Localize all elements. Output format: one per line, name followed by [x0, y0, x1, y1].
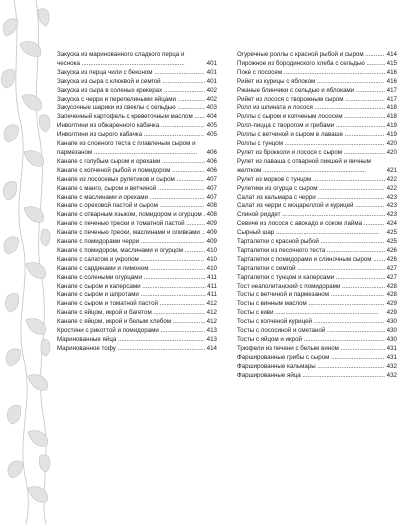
toc-entry-page: 428	[386, 291, 397, 299]
toc-entry	[237, 113, 397, 122]
toc-entry-title: Канапе с ореховой пастой и сыром ..........................	[57, 202, 205, 210]
toc-entry-page: 402	[206, 95, 217, 103]
toc-entry	[57, 69, 217, 78]
toc-entry	[57, 176, 217, 185]
toc-entry-title: Канапе с сыром и томатной пастой ..........................	[57, 300, 205, 308]
toc-entry-title: Канапе с печенью трески, маслинами и оливками ..	[57, 229, 206, 237]
toc-entry-page: 423	[386, 193, 397, 201]
toc-entry-page: 407	[206, 175, 217, 183]
toc-entry	[237, 363, 397, 372]
toc-entry	[57, 140, 217, 158]
toc-entry-page: 431	[386, 353, 397, 361]
toc-entry	[237, 122, 397, 131]
toc-entry-title: Фаршированные кальмары .......................................	[237, 362, 385, 370]
toc-entry	[57, 309, 217, 318]
toc-entry-page: 402	[206, 86, 217, 94]
toc-entry-page: 411	[207, 273, 217, 281]
toc-entry-title: Канапе с манго, сыром и ветчиной ...........................	[57, 184, 205, 192]
toc-entry-title: Тарталетки с семгой ...................................................	[237, 264, 386, 272]
toc-entry-title: Инволтини из обжаренного кабачка .........................	[57, 122, 205, 130]
toc-entry-page: 411	[207, 291, 217, 299]
toc-entry-title: Канапе с печенью трески и томатной пастой ...........	[57, 220, 206, 228]
toc-entry	[237, 283, 397, 292]
toc-entry-page: 406	[206, 148, 217, 156]
toc-entry	[237, 220, 397, 229]
toc-entry-page: 405	[206, 122, 217, 130]
toc-entry	[237, 372, 397, 381]
toc-entry-page: 411	[207, 282, 217, 290]
toc-entry	[237, 274, 397, 283]
toc-entry-title: Канапе с яйцом, икрой и белым хлебом ...................	[57, 318, 206, 326]
toc-entry-page: 432	[386, 371, 397, 379]
toc-entry-title: Канапе с помидорами черри .....................................	[57, 238, 205, 246]
toc-entry-page: 419	[386, 122, 397, 130]
toc-entry-title: Рийет из лосося с творожным сыром .......................	[237, 95, 385, 103]
toc-entry-page: 404	[206, 113, 217, 121]
toc-entry-page: 426	[386, 255, 397, 263]
toc-entry-title: Канапе с сыром и шпротами ......................................	[57, 291, 206, 299]
toc-entry-page: 412	[206, 318, 217, 326]
toc-entry-title: Канапе с копченой рыбой и помидором ...................	[57, 166, 205, 174]
toc-entry-page: 415	[386, 59, 397, 67]
toc-entry-title: Закусочные шарики из свеклы с сельдью ................	[57, 104, 205, 112]
toc-entry	[237, 185, 397, 194]
toc-entry	[57, 256, 217, 265]
toc-entry	[57, 247, 217, 256]
toc-entry-page: 421	[386, 166, 397, 174]
toc-entry-title: Тарталетки с тунцом и каперсами .............................	[237, 273, 386, 281]
toc-entry-title: Канапе с голубым сыром и орехами .........................	[57, 157, 206, 165]
toc-entry-title: Канапе из слоеного теста с плавленым сыром и пармезаном ............................................................	[57, 140, 198, 156]
toc-entry	[57, 185, 217, 194]
toc-entry-title: Тосты с ветчиной и пармезаном ...............................	[237, 291, 385, 299]
toc-entry-page: 406	[206, 157, 217, 165]
toc-entry	[57, 318, 217, 327]
toc-entry-title: Канапе с солеными огурцами ....................................	[57, 273, 206, 281]
toc-entry-title: Фаршированные грибы с сыром ...............................	[237, 353, 385, 361]
toc-entry	[57, 274, 217, 283]
toc-entry-title: Канапе из лососевых рулетиков и сыром ................	[57, 175, 205, 183]
toc-entry-page: 414	[386, 51, 397, 58]
toc-entry	[237, 300, 397, 309]
toc-entry-page: 401	[206, 68, 217, 76]
toc-entry-title: Тосты с киви ............................................................	[237, 309, 379, 317]
toc-entry-page: 425	[386, 238, 397, 246]
toc-entry-page: 420	[386, 140, 397, 148]
toc-entry-title: Рулет из брокколи и лосося с сыром ........................	[237, 148, 386, 156]
toc-entry-page: 422	[386, 175, 397, 183]
toc-entry	[57, 113, 217, 122]
toc-entry-page: 412	[206, 309, 217, 317]
toc-entry-page: 407	[206, 193, 217, 201]
toc-entry-title: Канапе с сардинами и лимоном ................................	[57, 264, 206, 272]
toc-entry-title: Роллы с сыром и копченым лососем ........................	[237, 113, 386, 121]
toc-entry	[237, 238, 397, 247]
toc-entry-title: Маринованные яйца ..................................................	[57, 336, 204, 343]
toc-entry	[237, 327, 397, 336]
toc-entry-page: 428	[386, 282, 397, 290]
toc-entry-title: Тосты с яйцом и икрой ...............................................	[237, 336, 385, 343]
toc-entry-title: Роллы с тунцом ..........................................................	[237, 140, 385, 148]
toc-entry	[237, 78, 397, 87]
toc-entry-page: 409	[206, 238, 217, 246]
toc-entry-title: Рулет из морков с тунцом ..........................................	[237, 175, 386, 183]
toc-entry-title: Канапе с помидором, маслинами и огурцом ............	[57, 246, 206, 254]
toc-entry-page: 401	[206, 59, 217, 67]
toc-entry	[57, 131, 217, 140]
toc-entry	[237, 140, 397, 149]
toc-entry-page: 430	[386, 327, 397, 335]
toc-entry-title: Закуска из маринованного сладкого перца и чеснока ............................................................	[57, 51, 185, 67]
toc-entry	[57, 51, 217, 69]
toc-entry	[237, 176, 397, 185]
toc-entry	[57, 229, 217, 238]
toc-entry-page: 417	[386, 86, 397, 94]
toc-entry-title: Салат из черри с моцареллой и курицей .................	[237, 202, 385, 210]
toc-entry-title: Трюфели из печени с белым вином ..........................	[237, 344, 386, 352]
toc-entry-title: Канапе с салатом и укропом .....................................	[57, 255, 205, 263]
toc-entry-page: 432	[386, 362, 397, 370]
toc-entry-title: Рийет из курицы с яблоком .......................................	[237, 77, 385, 85]
toc-entry	[57, 104, 217, 113]
toc-entry-page: 429	[386, 309, 397, 317]
toc-entry-title: Закуска из сыра с клюквой и семгой .........................	[57, 77, 206, 85]
toc-entry-title: Пирожное из бородинского хлеба с сельдью ...........	[237, 59, 386, 67]
toc-entry-page: 427	[386, 273, 397, 281]
toc-entry-page: 419	[386, 131, 397, 139]
toc-entry-title: Огуречные роллы с красной рыбой и сыром ...........	[237, 51, 385, 58]
toc-entry-page: 401	[206, 77, 217, 85]
toc-entry-title: Инволтини из сырого кабачка ...................................	[57, 131, 204, 139]
toc-entry-title: Тост неаполитанский с помидорами .........................	[237, 282, 386, 290]
toc-entry	[237, 309, 397, 318]
toc-entry-page: 430	[386, 336, 397, 343]
toc-entry	[57, 202, 217, 211]
toc-entry	[57, 345, 217, 354]
toc-entry	[237, 194, 397, 203]
toc-entry	[57, 327, 217, 336]
toc-entry-title: Севиче из лосося с авокадо и соком лайма ............	[237, 220, 385, 228]
toc-entry-page: 413	[206, 336, 217, 343]
toc-entry	[237, 202, 397, 211]
toc-entry-page: 423	[386, 211, 397, 219]
toc-entry	[57, 194, 217, 203]
toc-column-right	[237, 51, 397, 381]
toc-entry-page: 405	[206, 131, 217, 139]
toc-entry-page: 410	[206, 255, 217, 263]
toc-entry-title: Тосты с копченой курицей .........................................	[237, 318, 385, 326]
toc-entry-title: Закуска с черри и перепелиными яйцами ................	[57, 95, 206, 103]
toc-entry-title: Покé с лососем ...........................................................	[237, 68, 386, 76]
toc-entry	[237, 229, 397, 238]
toc-entry	[237, 149, 397, 158]
toc-entry-title: Рулет из лаваша с отварной пикшей и яичным желтком ............................................................	[237, 157, 371, 174]
toc-entry	[57, 265, 217, 274]
toc-entry-page: 410	[206, 264, 217, 272]
toc-entry-page: 416	[386, 77, 397, 85]
toc-entry-title: Рулетики из огурца с сыром ......................................	[237, 184, 385, 192]
toc-entry-page: 408	[206, 202, 217, 210]
toc-entry-page: 420	[386, 148, 397, 156]
toc-entry-title: Канапе с отварным языком, помидором и огурцом .	[57, 211, 206, 219]
toc-entry-page: 417	[386, 95, 397, 103]
toc-entry-title: Канапе с маслинами и орехами ................................	[57, 193, 205, 201]
toc-entry-page: 409	[206, 229, 217, 237]
toc-entry-page: 425	[386, 229, 397, 237]
toc-entry	[237, 158, 397, 176]
toc-entry	[57, 122, 217, 131]
toc-entry-page: 414	[206, 344, 217, 352]
toc-entry-page: 409	[206, 220, 217, 228]
toc-entry-title: Фаршированные яйца ................................................	[237, 371, 386, 379]
toc-entry	[237, 318, 397, 327]
toc-entry-page: 403	[206, 104, 217, 112]
toc-entry-title: Роллы с ветчиной и сыром в лаваше .......................	[237, 131, 385, 139]
toc-entry-title: Кростини с рикоттой и помидорами ..........................	[57, 327, 206, 335]
toc-entry-page: 424	[386, 220, 397, 228]
toc-entry-page: 418	[386, 104, 397, 112]
toc-entry-page: 423	[386, 202, 397, 210]
toc-entry-page: 431	[386, 344, 397, 352]
toc-entry	[57, 167, 217, 176]
toc-entry-title: Ролл-пицца с творогом и грибами .............................	[237, 122, 386, 130]
toc-entry-page: 410	[206, 246, 217, 254]
toc-entry	[237, 87, 397, 96]
toc-entry-title: Спиной риддет ............................................................	[237, 211, 386, 219]
toc-entry	[237, 354, 397, 363]
toc-entry-page: 407	[206, 184, 217, 192]
toc-entry-title: Закуска из сыра в соленых крекерах ........................	[57, 86, 206, 94]
toc-entry	[237, 345, 397, 354]
leaf-ornament	[0, 0, 52, 524]
toc-entry	[57, 96, 217, 105]
toc-entry	[57, 87, 217, 96]
toc-entry-page: 426	[386, 246, 397, 254]
toc-entry-title: Тарталетки с красной рыбой .....................................	[237, 238, 385, 246]
toc-entry-title: Тарталетки с помидорами и слиночным сыром .......	[237, 255, 386, 263]
toc-entry	[57, 336, 217, 345]
toc-entry	[237, 336, 397, 345]
toc-entry-title: Тарталетки из песочного теста ..................................	[237, 246, 386, 254]
toc-entry	[237, 247, 397, 256]
toc-entry	[237, 211, 397, 220]
toc-entry	[57, 283, 217, 292]
toc-entry-page: 412	[206, 300, 217, 308]
toc-entry	[237, 265, 397, 274]
toc-entry-page: 408	[206, 211, 217, 219]
toc-entry	[57, 291, 217, 300]
toc-entry	[57, 238, 217, 247]
toc-entry-page: 416	[386, 68, 397, 76]
toc-entry	[57, 220, 217, 229]
toc-entry-title: Тосты с винным маслом ............................................	[237, 300, 385, 308]
toc-entry-page: 427	[386, 264, 397, 272]
toc-entry-title: Ролл из шпината и лосося .........................................	[237, 104, 386, 112]
toc-entry	[57, 211, 217, 220]
toc-entry-page: 418	[386, 113, 397, 121]
toc-entry	[237, 69, 397, 78]
toc-entry-title: Запеченный картофель с креветочным маслом ......	[57, 113, 205, 121]
toc-entry-title: Канапе с сыром и каперсами .....................................	[57, 282, 206, 290]
toc-entry-title: Канапе с яйцом, икрой и багетом ..............................	[57, 309, 205, 317]
toc-entry	[57, 78, 217, 87]
toc-entry-title: Тосты с лососиной и сметаной ..................................	[237, 327, 386, 335]
toc-entry-title: Сырный шар ............................................................	[237, 229, 380, 237]
toc-entry-title: Ржаные блинчики с сельдью и яблоками .................	[237, 86, 386, 94]
toc-entry	[237, 256, 397, 265]
toc-entry	[237, 51, 397, 60]
toc-entry-title: Закуска из перца чили с беконом .............................	[57, 68, 205, 76]
toc-entry	[237, 96, 397, 105]
toc-entry	[57, 158, 217, 167]
toc-entry-page: 406	[206, 166, 217, 174]
toc-entry	[57, 300, 217, 309]
toc-entry	[237, 131, 397, 140]
toc-entry	[237, 104, 397, 113]
toc-entry	[237, 60, 397, 69]
toc-column-left	[57, 51, 217, 354]
toc-entry-title: Салат из кальмара с черри .......................................	[237, 193, 385, 201]
toc-entry-page: 413	[206, 327, 217, 335]
toc-entry-page: 422	[386, 184, 397, 192]
toc-entry-page: 430	[386, 318, 397, 326]
toc-entry-page: 429	[386, 300, 397, 308]
toc-entry-title: Маринованное тофу ...................................................	[57, 344, 206, 352]
toc-entry	[237, 291, 397, 300]
